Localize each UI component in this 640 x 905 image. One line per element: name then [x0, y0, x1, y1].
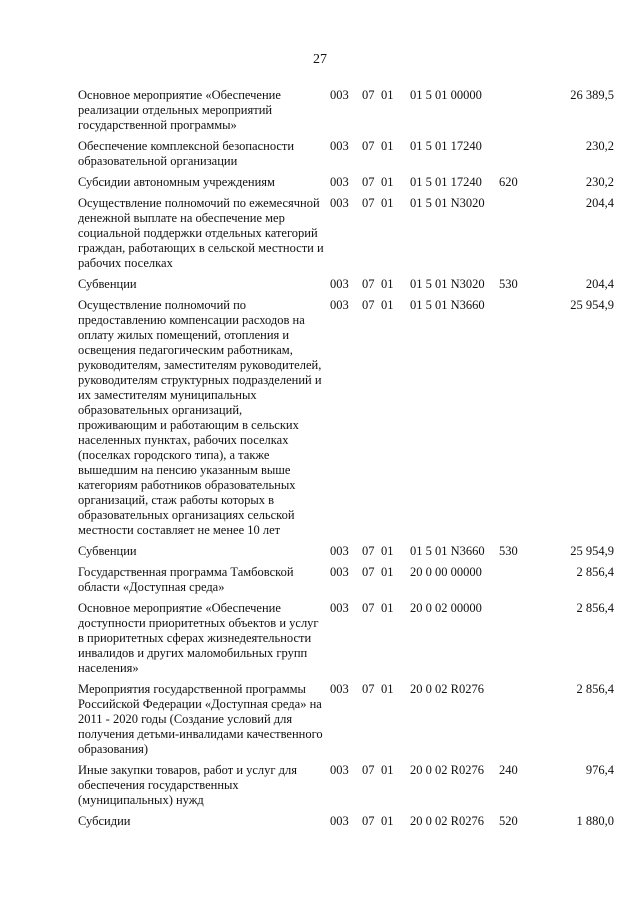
row-section: 07: [362, 814, 375, 828]
table-row: [78, 196, 614, 271]
row-subsection: 01: [381, 298, 394, 312]
row-target-code: 01 5 01 17240: [410, 175, 482, 189]
row-target-code: 20 0 00 00000: [410, 565, 482, 579]
row-subsection: 01: [381, 814, 394, 828]
row-sum: 2 856,4: [576, 682, 614, 696]
row-name: Субсидии: [78, 814, 131, 828]
row-subsection: 01: [381, 565, 394, 579]
row-target-code: 01 5 01 N3660: [410, 544, 485, 558]
budget-table: [78, 88, 614, 835]
row-sum: 26 389,5: [570, 88, 614, 102]
row-name: Основное мероприятие «Обеспечение доступности приоритетных объектов и услуг в приоритетных сферах жизнедеятельности инвалидов и других маломобильных групп населения»: [78, 601, 319, 675]
row-grbs: 003: [330, 565, 349, 579]
row-grbs: 003: [330, 544, 349, 558]
row-grbs: 003: [330, 175, 349, 189]
row-name: Государственная программа Тамбовской области «Доступная среда»: [78, 565, 294, 594]
row-sum: 976,4: [585, 763, 614, 777]
row-section: 07: [362, 88, 375, 102]
row-sum: 25 954,9: [570, 544, 614, 558]
row-subsection: 01: [381, 544, 394, 558]
table-row: [78, 601, 614, 676]
table-row: [78, 139, 614, 169]
row-subsection: 01: [381, 682, 394, 696]
row-section: 07: [362, 682, 375, 696]
row-sum: 230,2: [585, 139, 614, 153]
row-section: 07: [362, 277, 375, 291]
row-section: 07: [362, 565, 375, 579]
row-expense-type: 530: [499, 277, 518, 291]
page-number: 27: [313, 52, 327, 67]
row-name: Субсидии автономным учреждениям: [78, 175, 275, 189]
row-grbs: 003: [330, 763, 349, 777]
row-section: 07: [362, 544, 375, 558]
row-sum: 2 856,4: [576, 565, 614, 579]
row-grbs: 003: [330, 601, 349, 615]
row-grbs: 003: [330, 196, 349, 210]
row-grbs: 003: [330, 814, 349, 828]
row-name: Мероприятия государственной программы Российской Федерации «Доступная среда» на 2011 - 2020 годы (Создание условий для получения детьми-инвалидами качественного образования): [78, 682, 323, 756]
row-subsection: 01: [381, 601, 394, 615]
row-target-code: 20 0 02 00000: [410, 601, 482, 615]
row-sum: 204,4: [585, 277, 614, 291]
row-expense-type: 530: [499, 544, 518, 558]
row-subsection: 01: [381, 763, 394, 777]
row-section: 07: [362, 139, 375, 153]
row-subsection: 01: [381, 175, 394, 189]
row-expense-type: 520: [499, 814, 518, 828]
row-target-code: 01 5 01 N3020: [410, 277, 485, 291]
row-expense-type: 240: [499, 763, 518, 777]
row-target-code: 20 0 02 R0276: [410, 763, 484, 777]
row-name: Иные закупки товаров, работ и услуг для обеспечения государственных (муниципальных) нужд: [78, 763, 298, 807]
row-section: 07: [362, 763, 375, 777]
table-row: [78, 814, 614, 829]
row-sum: 2 856,4: [576, 601, 614, 615]
table-row: [78, 88, 614, 133]
row-section: 07: [362, 196, 375, 210]
table-row: [78, 298, 614, 538]
table-row: [78, 277, 614, 292]
row-grbs: 003: [330, 298, 349, 312]
row-grbs: 003: [330, 277, 349, 291]
row-target-code: 01 5 01 17240: [410, 139, 482, 153]
row-grbs: 003: [330, 139, 349, 153]
row-name: Субвенции: [78, 544, 137, 558]
table-row: [78, 763, 614, 808]
row-sum: 204,4: [585, 196, 614, 210]
row-target-code: 01 5 01 N3020: [410, 196, 485, 210]
row-target-code: 01 5 01 00000: [410, 88, 482, 102]
row-section: 07: [362, 175, 375, 189]
row-target-code: 20 0 02 R0276: [410, 814, 484, 828]
row-subsection: 01: [381, 196, 394, 210]
row-target-code: 01 5 01 N3660: [410, 298, 485, 312]
table-row: [78, 682, 614, 757]
row-subsection: 01: [381, 277, 394, 291]
table-row: [78, 565, 614, 595]
row-grbs: 003: [330, 88, 349, 102]
row-subsection: 01: [381, 88, 394, 102]
row-grbs: 003: [330, 682, 349, 696]
row-section: 07: [362, 298, 375, 312]
row-subsection: 01: [381, 139, 394, 153]
row-sum: 1 880,0: [576, 814, 614, 828]
row-name: Субвенции: [78, 277, 137, 291]
row-sum: 230,2: [585, 175, 614, 189]
row-name: Обеспечение комплексной безопасности образовательной организации: [78, 139, 295, 168]
row-name: Осуществление полномочий по ежемесячной денежной выплате на обеспечение мер социальной поддержки отдельных категорий граждан, работающих в сельской местности и рабочих поселках: [78, 196, 324, 270]
row-sum: 25 954,9: [570, 298, 614, 312]
row-section: 07: [362, 601, 375, 615]
row-target-code: 20 0 02 R0276: [410, 682, 484, 696]
table-row: [78, 544, 614, 559]
row-name: Основное мероприятие «Обеспечение реализации отдельных мероприятий государственной программы»: [78, 88, 281, 132]
row-name: Осуществление полномочий по предоставлению компенсации расходов на оплату жилых помещений, отопления и освещения педагогическим работникам, руководителям, заместителям руководителей, руководителям структурных подразделений и их заместителям муниципальных образовательных организаций, проживающим и работающим в сельских населенных пунктах, рабочих поселках (поселках городского типа), а также вышедшим на пенсию указанным выше категориям работников образовательных организаций, стаж работы которых в образовательных организациях сельской местности составляет не менее 10 лет: [78, 298, 322, 537]
table-row: [78, 175, 614, 190]
row-expense-type: 620: [499, 175, 518, 189]
